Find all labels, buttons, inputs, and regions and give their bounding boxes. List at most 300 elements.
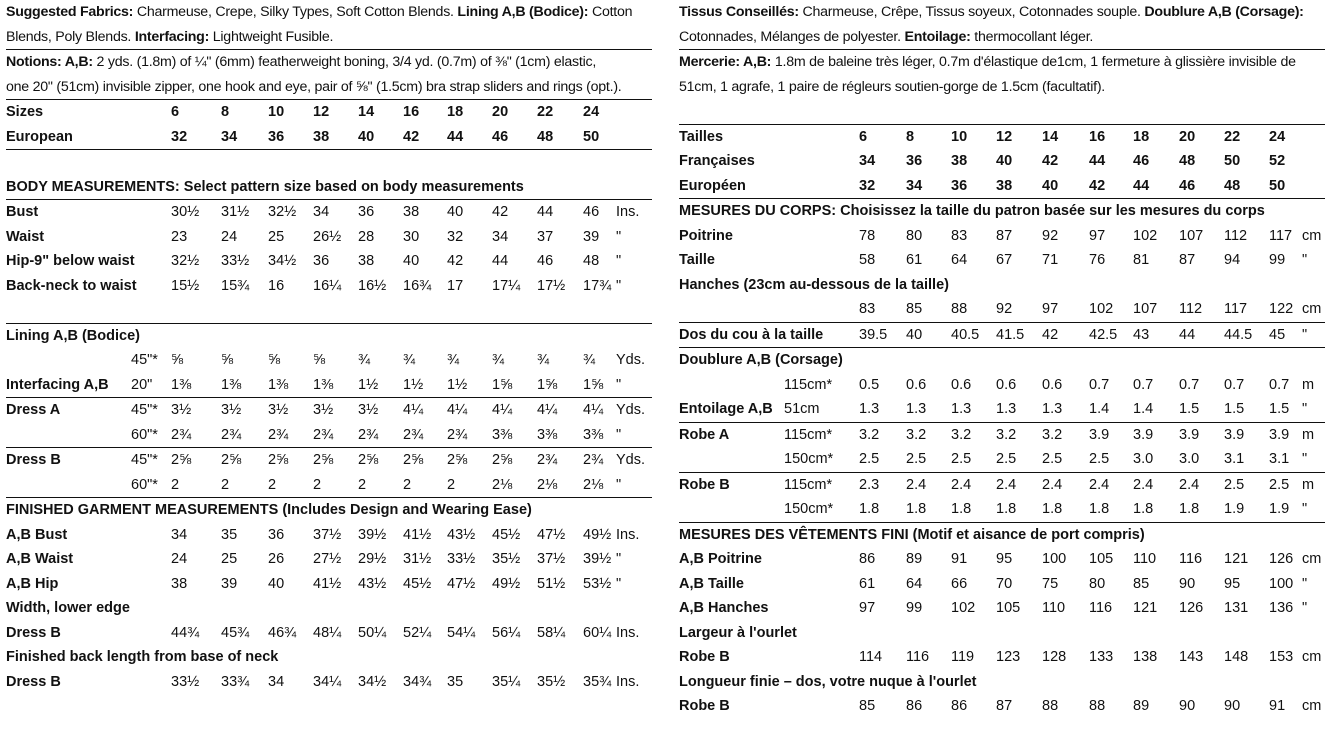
cell-value: 40 [447, 204, 464, 220]
fabric-width: 51cm [784, 401, 820, 417]
cell-value: 1.5 [1224, 401, 1245, 417]
cell-value: 2¾ [171, 426, 192, 443]
cell-value: 105 [1089, 551, 1114, 567]
cell-value: 35 [221, 526, 238, 543]
width-title-fr: Largeur à l'ourlet [679, 624, 797, 641]
cell-value: 51½ [537, 575, 566, 592]
cell-value: 102 [951, 600, 976, 616]
unit-label: cm [1302, 551, 1322, 567]
cell-value: 42 [447, 253, 464, 269]
cell-value: 0.6 [1042, 376, 1063, 393]
cell-value: 36 [313, 253, 330, 269]
cell-value: 2.4 [1133, 476, 1154, 493]
row-label: Robe A [679, 426, 730, 443]
cell-value: 64 [951, 252, 968, 268]
cell-value: 33½ [447, 551, 476, 567]
row-label: Dress B [6, 673, 61, 690]
cell-value: 87 [996, 698, 1013, 714]
cell-value: 35½ [537, 673, 566, 690]
cell-value: 116 [1179, 551, 1203, 567]
cell-value: 87 [1179, 252, 1196, 268]
cell-value: 48 [1179, 153, 1196, 169]
cell-value: 40 [906, 326, 923, 343]
cell-value: 16¼ [313, 277, 342, 294]
cell-value: 24 [583, 104, 600, 120]
width-lower-edge-title: Width, lower edge [6, 600, 130, 616]
fabric-width: 60"* [131, 426, 158, 443]
cell-value: 34 [859, 153, 876, 169]
cell-value: 42 [1042, 326, 1059, 343]
cell-value: 16 [1089, 128, 1106, 145]
cell-value: 128 [1042, 649, 1067, 665]
cell-value: 3.9 [1089, 426, 1110, 443]
row-label: A,B Hanches [679, 600, 769, 616]
cell-value: 44¾ [171, 624, 200, 641]
cell-value: 2 [268, 476, 277, 493]
cell-value: 0.7 [1269, 376, 1290, 393]
cell-value: 2.4 [1179, 476, 1200, 493]
cell-value: 0.6 [996, 376, 1017, 393]
cell-value: 17 [447, 277, 464, 294]
cell-value: 40.5 [951, 326, 980, 343]
cell-value: 2⅛ [537, 476, 558, 493]
cell-value: 3.1 [1224, 451, 1245, 467]
cell-value: 34 [171, 526, 188, 543]
cell-value: 25 [221, 551, 238, 567]
cell-value: 2.4 [1089, 476, 1110, 493]
cell-value: 12 [996, 128, 1013, 145]
interfacing-label: Interfacing: [134, 28, 210, 45]
cell-value: 3.1 [1269, 451, 1290, 467]
cell-value: 1½ [358, 376, 379, 393]
cell-value: 1.8 [1133, 501, 1154, 517]
unit-label: Ins. [616, 526, 640, 543]
cell-value: 2¾ [221, 426, 242, 443]
unit-label: cm [1302, 227, 1322, 244]
cell-value: 3½ [268, 402, 289, 418]
cell-value: 44 [1133, 177, 1150, 194]
cell-value: 53½ [583, 575, 612, 592]
cell-value: 133 [1089, 649, 1114, 665]
cell-value: 100 [1042, 551, 1067, 567]
cell-value: 36 [358, 204, 375, 220]
cell-value: ⅝ [171, 352, 184, 368]
cell-value: 2 [171, 476, 180, 493]
cell-value: 44 [1179, 326, 1196, 343]
cell-value: 105 [996, 600, 1021, 616]
cell-value: 3½ [313, 402, 334, 418]
cell-value: 34½ [358, 673, 387, 690]
cell-value: ¾ [583, 352, 596, 368]
cell-value: 66 [951, 575, 968, 592]
cell-value: 2⅝ [313, 452, 334, 468]
fabric-width: 115cm* [784, 476, 833, 493]
fabrics-text: Charmeuse, Crepe, Silky Types, Soft Cotton Blends. [133, 4, 458, 20]
cell-value: 86 [859, 551, 876, 567]
cell-value: 1⅜ [221, 376, 242, 393]
cell-value: 2.5 [906, 451, 927, 467]
cell-value: 1⅝ [537, 376, 558, 393]
hip-table-fr [679, 297, 1325, 322]
cell-value: 40 [403, 253, 420, 269]
table-row [679, 323, 1325, 348]
cell-value: 2⅛ [583, 476, 604, 493]
cell-value: 3.9 [1224, 426, 1245, 443]
table-row [679, 497, 1325, 522]
yardage-table [6, 348, 652, 497]
width-table [6, 621, 652, 646]
sizes-table-fr [679, 125, 1325, 199]
cell-value: 4¼ [492, 402, 513, 418]
cell-value: 2.5 [1269, 476, 1290, 493]
cell-value: 36 [268, 128, 285, 145]
table-row [6, 448, 652, 473]
cell-value: 1.4 [1089, 401, 1110, 417]
cell-value: 8 [221, 104, 230, 120]
cell-value: 91 [951, 551, 968, 567]
cell-value: 40 [996, 153, 1013, 169]
row-label: European [6, 128, 73, 145]
cell-value: ¾ [537, 352, 550, 368]
cell-value: 94 [1224, 252, 1241, 268]
cell-value: 1.3 [951, 401, 972, 417]
row-label: Back-neck to waist [6, 277, 137, 294]
cell-value: 1⅝ [583, 376, 604, 393]
interfacing-text: Lightweight Fusible. [209, 28, 334, 45]
lining-label: Lining A,B (Bodice): [457, 4, 589, 20]
cell-value: 45½ [492, 526, 521, 543]
cell-value: 34 [906, 177, 923, 194]
cell-value: 47½ [447, 575, 476, 592]
cell-value: 45 [1269, 326, 1286, 343]
cell-value: ¾ [447, 352, 460, 368]
cell-value: 88 [1089, 698, 1106, 714]
unit-label: " [1302, 252, 1308, 268]
hip-title-fr: Hanches (23cm au-dessous de la taille) [679, 276, 949, 293]
finished-table [6, 523, 652, 597]
row-label: Robe B [679, 476, 730, 493]
unit-label: " [616, 426, 622, 443]
cell-value: 46¾ [268, 624, 297, 641]
cell-value: 33¾ [221, 673, 250, 690]
cell-value: 45½ [403, 575, 432, 592]
cell-value: 39.5 [859, 326, 888, 343]
cell-value: 50 [1269, 177, 1286, 194]
unit-label: cm [1302, 698, 1322, 714]
table-row [679, 645, 1325, 670]
table-row [679, 596, 1325, 621]
cell-value: 39 [221, 575, 238, 592]
cell-value: 1.8 [906, 501, 927, 517]
cell-value: 1.8 [1089, 501, 1110, 517]
cell-value: 86 [951, 698, 968, 714]
cell-value: 1.4 [1133, 401, 1154, 417]
cell-value: 67 [996, 252, 1013, 268]
unit-label: " [616, 253, 622, 269]
cell-value: 58¼ [537, 624, 566, 641]
cell-value: 41½ [313, 575, 342, 592]
cell-value: 1.3 [906, 401, 927, 417]
cell-value: 107 [1133, 301, 1158, 317]
cell-value: 37 [537, 228, 554, 245]
table-row [6, 572, 652, 597]
cell-value: 148 [1224, 649, 1249, 665]
cell-value: 44 [537, 204, 554, 220]
cell-value: 153 [1269, 649, 1294, 665]
unit-label: " [616, 476, 622, 493]
cell-value: 0.6 [906, 376, 927, 393]
cell-value: ¾ [492, 352, 505, 368]
cell-value: 15½ [171, 277, 200, 294]
cell-value: 0.7 [1224, 376, 1245, 393]
cell-value: 117 [1224, 301, 1248, 317]
unit-label: " [1302, 501, 1308, 517]
cell-value: 2 [221, 476, 230, 493]
body-measurements-heading: BODY MEASUREMENTS: Select pattern size based on body measurements [6, 178, 524, 195]
cell-value: 1.5 [1269, 401, 1290, 417]
cell-value: 95 [996, 551, 1013, 567]
cell-value: 78 [859, 227, 876, 244]
cell-value: 2 [358, 476, 367, 493]
cell-value: 46 [492, 128, 509, 145]
unit-label: " [616, 376, 622, 393]
cell-value: 99 [1269, 252, 1286, 268]
notions-label-fr: Mercerie: A,B: [679, 54, 772, 70]
cell-value: 97 [1042, 301, 1059, 317]
cell-value: 0.6 [951, 376, 972, 393]
cell-value: 3.0 [1179, 451, 1200, 467]
cell-value: 46 [1133, 153, 1150, 169]
cell-value: 20 [1179, 128, 1196, 145]
row-label: Robe B [679, 649, 730, 665]
table-row [6, 200, 652, 225]
cell-value: 122 [1269, 301, 1294, 317]
cell-value: 36 [268, 526, 285, 543]
cell-value: 40 [268, 575, 285, 592]
french-column [679, 0, 1325, 719]
cell-value: 39 [583, 228, 600, 245]
cell-value: 48 [1224, 177, 1241, 194]
table-row [679, 397, 1325, 422]
cell-value: 76 [1089, 252, 1106, 268]
cell-value: 2.5 [859, 451, 880, 467]
cell-value: 70 [996, 575, 1013, 592]
cell-value: 30½ [171, 204, 200, 220]
cell-value: 3.9 [1269, 426, 1290, 443]
cell-value: 3.2 [1042, 426, 1063, 443]
cell-value: 80 [906, 227, 923, 244]
cell-value: 87 [996, 227, 1013, 244]
cell-value: 32½ [171, 253, 200, 269]
table-row [6, 621, 652, 646]
cell-value: 58 [859, 252, 876, 268]
cell-value: 34 [268, 673, 285, 690]
cell-value: 44 [492, 253, 509, 269]
cell-value: 2.4 [951, 476, 972, 493]
cell-value: 40 [358, 128, 375, 145]
unit-label: cm [1302, 301, 1322, 317]
cell-value: 75 [1042, 575, 1059, 592]
cell-value: 1⅝ [492, 376, 513, 393]
cell-value: 85 [1133, 575, 1150, 592]
cell-value: 2.5 [951, 451, 972, 467]
row-label: Poitrine [679, 227, 733, 244]
back-length-table-fr [679, 694, 1325, 719]
unit-label: Yds. [616, 352, 646, 368]
cell-value: ¾ [403, 352, 416, 368]
cell-value: 22 [1224, 128, 1241, 145]
cell-value: 2 [313, 476, 322, 493]
table-row [6, 348, 652, 373]
lining-yardage-title-fr: Doublure A,B (Corsage) [679, 352, 843, 368]
cell-value: 18 [447, 104, 464, 120]
cell-value: 126 [1179, 600, 1204, 616]
cell-value: 26 [268, 551, 285, 567]
cell-value: 100 [1269, 575, 1294, 592]
row-label: Waist [6, 228, 45, 245]
cell-value: 50¼ [358, 624, 387, 641]
cell-value: 12 [313, 104, 330, 120]
cell-value: 2 [447, 476, 456, 493]
cell-value: 3⅜ [492, 426, 513, 443]
cell-value: 1.8 [951, 501, 972, 517]
table-row [679, 248, 1325, 273]
lining-yardage-title: Lining A,B (Bodice) [6, 327, 140, 344]
row-label: Dress B [6, 452, 61, 468]
cell-value: 88 [951, 301, 968, 317]
body-measurements-heading-fr: MESURES DU CORPS: Choisissez la taille du patron basée sur les mesures du corps [679, 203, 1265, 219]
cell-value: 56¼ [492, 624, 521, 641]
row-label: Interfacing A,B [6, 376, 109, 393]
cell-value: 2 [403, 476, 412, 493]
cell-value: 2¾ [358, 426, 379, 443]
row-label: A,B Bust [6, 526, 68, 543]
cell-value: 1½ [403, 376, 424, 393]
row-label: Françaises [679, 153, 755, 169]
cell-value: 102 [1089, 301, 1114, 317]
unit-label: Yds. [616, 452, 646, 468]
cell-value: 15¾ [221, 277, 250, 294]
cell-value: 2.3 [859, 476, 880, 493]
cell-value: 20 [492, 104, 509, 120]
finished-table-fr [679, 547, 1325, 621]
cell-value: 2⅝ [171, 452, 192, 468]
cell-value: 17¼ [492, 277, 521, 294]
table-row [679, 572, 1325, 597]
cell-value: ¾ [358, 352, 371, 368]
cell-value: 85 [906, 301, 923, 317]
unit-label: " [616, 551, 622, 567]
cell-value: 86 [906, 698, 923, 714]
cell-value: 46 [1179, 177, 1196, 194]
notions [6, 50, 652, 99]
cell-value: 34 [313, 204, 330, 220]
cell-value: 1.3 [996, 401, 1017, 417]
table-row [679, 149, 1325, 174]
cell-value: 116 [1089, 600, 1113, 616]
cell-value: 24 [221, 228, 238, 245]
notions-line1-fr: 1.8m de baleine très léger, 0.7m d'élastique de1cm, 1 fermeture à glissière invisible de [771, 54, 1296, 70]
cell-value: 3.9 [1179, 426, 1200, 443]
cell-value: 102 [1133, 227, 1158, 244]
back-length-table [6, 670, 652, 695]
cell-value: 42 [492, 204, 509, 220]
unit-label: Ins. [616, 204, 640, 220]
cell-value: 1.3 [859, 401, 880, 417]
cell-value: 34½ [268, 253, 297, 269]
cell-value: 54¼ [447, 624, 476, 641]
cell-value: 4¼ [403, 402, 424, 418]
cell-value: 138 [1133, 649, 1158, 665]
cell-value: ⅝ [313, 352, 326, 368]
row-label: A,B Hip [6, 575, 59, 592]
cell-value: 46 [537, 253, 554, 269]
cell-value: 38 [403, 204, 420, 220]
cell-value: 2⅛ [492, 476, 513, 493]
table-row [679, 174, 1325, 199]
cell-value: 14 [1042, 128, 1059, 145]
table-row [679, 373, 1325, 398]
cell-value: 89 [1133, 698, 1150, 714]
cell-value: 0.7 [1133, 376, 1154, 393]
sizes-table [6, 100, 652, 149]
cell-value: 34 [492, 228, 509, 245]
finished-heading: FINISHED GARMENT MEASUREMENTS (Includes Design and Wearing Ease) [6, 502, 532, 518]
cell-value: 121 [1133, 600, 1158, 616]
cell-value: 32 [171, 128, 188, 145]
cell-value: 38 [313, 128, 330, 145]
fabric-width: 20" [131, 376, 153, 393]
back-length-title: Finished back length from base of neck [6, 649, 279, 665]
cell-value: 23 [171, 228, 188, 245]
cell-value: 46 [583, 204, 600, 220]
row-label: Dress A [6, 402, 61, 418]
cell-value: 3.2 [906, 426, 927, 443]
fabric-width: 45"* [131, 352, 158, 368]
cell-value: 25 [268, 228, 285, 245]
cell-value: 2⅝ [403, 452, 424, 468]
cell-value: 2⅝ [447, 452, 468, 468]
cell-value: 16½ [358, 277, 387, 294]
cell-value: 28 [358, 228, 375, 245]
table-row [679, 473, 1325, 498]
table-row [679, 224, 1325, 249]
fabrics-text-fr: Charmeuse, Crêpe, Tissus soyeux, Cotonnades souple. [798, 4, 1145, 20]
row-label: A,B Poitrine [679, 551, 762, 567]
table-row [679, 423, 1325, 448]
cell-value: 95 [1224, 575, 1241, 592]
cell-value: 3.2 [996, 426, 1017, 443]
cell-value: 3½ [221, 402, 242, 418]
table-row [6, 523, 652, 548]
body-measurements-table [6, 200, 652, 298]
cell-value: 24 [171, 551, 188, 567]
english-column [6, 0, 652, 694]
suggested-fabrics [6, 0, 652, 49]
cell-value: 123 [996, 649, 1021, 665]
cell-value: ⅝ [221, 352, 234, 368]
cell-value: 18 [1133, 128, 1150, 145]
cell-value: 3.2 [951, 426, 972, 443]
cell-value: 31½ [403, 551, 432, 567]
table-row [679, 447, 1325, 472]
cell-value: 91 [1269, 698, 1286, 714]
table-row [6, 398, 652, 423]
cell-value: 17¾ [583, 277, 612, 294]
yardage-table-fr [679, 373, 1325, 522]
row-label: A,B Waist [6, 551, 74, 567]
cell-value: 3.2 [859, 426, 880, 443]
